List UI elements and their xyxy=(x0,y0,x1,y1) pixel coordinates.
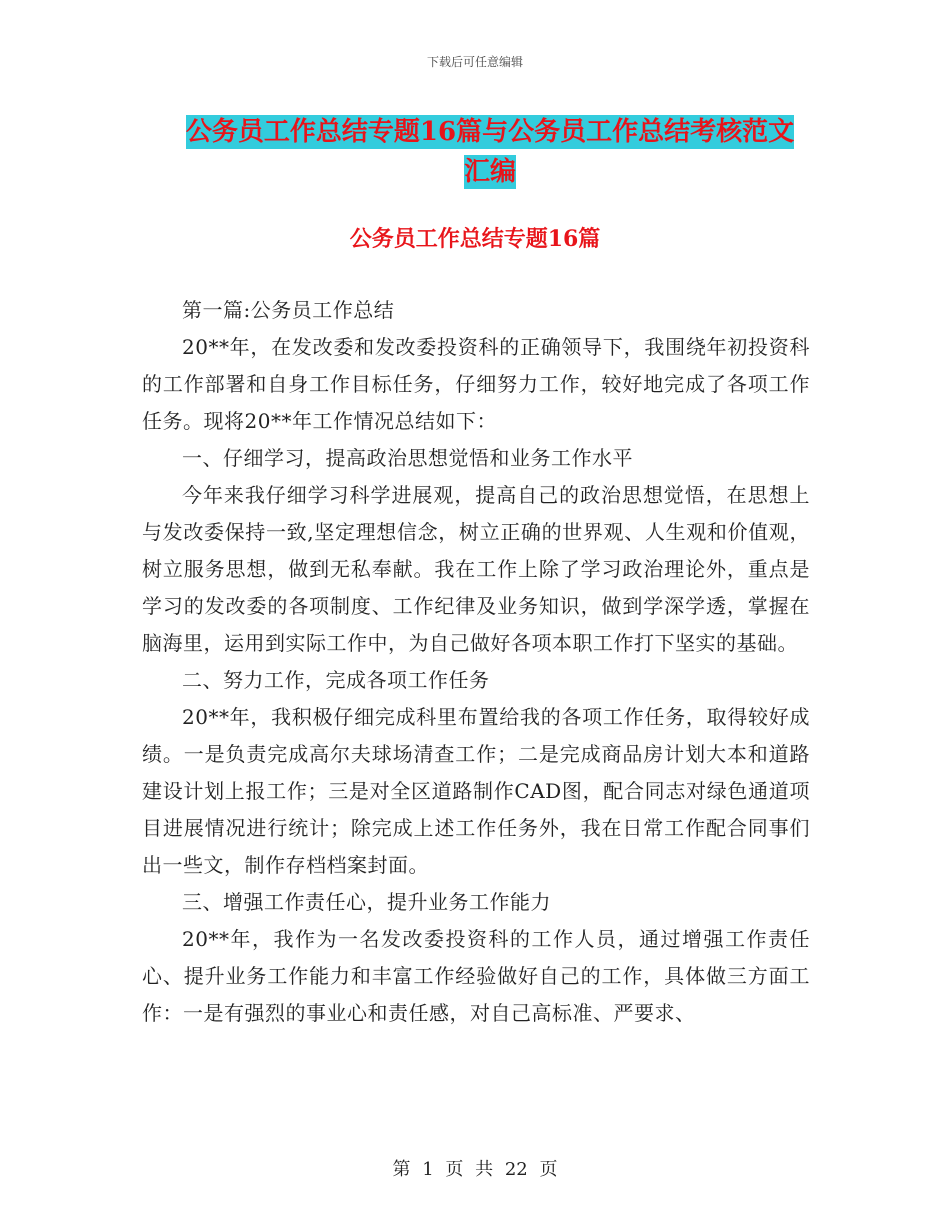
document-title-line-2: 汇编 xyxy=(463,157,516,187)
paragraph: 今年来我仔细学习科学进展观，提高自己的政治思想觉悟，在思想上与发改委保持一致,坚定理想信念，树立正确的世界观、人生观和价值观，树立服务思想，做到无私奉献。我在工作上除了学习政治理论外，重点是学习的发改委的各项制度、工作纪律及业务知识，做到学深学透，掌握在脑海里，运用到实际工作中，为自己做好各项本职工作打下坚实的基础。 xyxy=(142,483,810,655)
paragraph: 20**年，我积极仔细完成科里布置给我的各项工作任务，取得较好成绩。一是负责完成高尔夫球场清查工作；二是完成商品房计划大本和道路建设计划上报工作；三是对全区道路制作CAD图，配合同志对绿色通道项目进展情况进行统计；除完成上述工作任务外，我在日常工作配合同事们出一些文，制作存档档案封面。 xyxy=(142,705,810,877)
paragraph: 一、仔细学习，提高政治思想觉悟和业务工作水平 xyxy=(182,446,633,470)
paragraph: 三、增强工作责任心，提升业务工作能力 xyxy=(182,890,551,914)
paragraph: 20**年，我作为一名发改委投资科的工作人员，通过增强工作责任心、提升业务工作能力和丰富工作经验做好自己的工作，具体做三方面工作：一是有强烈的事业心和责任感，对自己高标准、严要求、 xyxy=(142,927,810,1025)
paragraph: 20**年，在发改委和发改委投资科的正确领导下，我围绕年初投资科的工作部署和自身工作目标任务，仔细努力工作，较好地完成了各项工作任务。现将20**年工作情况总结如下： xyxy=(142,335,810,433)
document-title xyxy=(140,112,840,192)
body-text xyxy=(142,292,810,1032)
document-title-line-1: 公务员工作总结专题16篇与公务员工作总结考核范文 xyxy=(185,117,795,147)
header-note: 下载后可任意编辑 xyxy=(426,55,523,69)
page-footer: 第 1 页 共 22 页 xyxy=(392,1159,558,1180)
paragraph: 二、努力工作，完成各项工作任务 xyxy=(182,668,490,692)
section-heading: 公务员工作总结专题16篇 xyxy=(349,226,601,252)
paragraph: 第一篇:公务员工作总结 xyxy=(182,298,395,322)
